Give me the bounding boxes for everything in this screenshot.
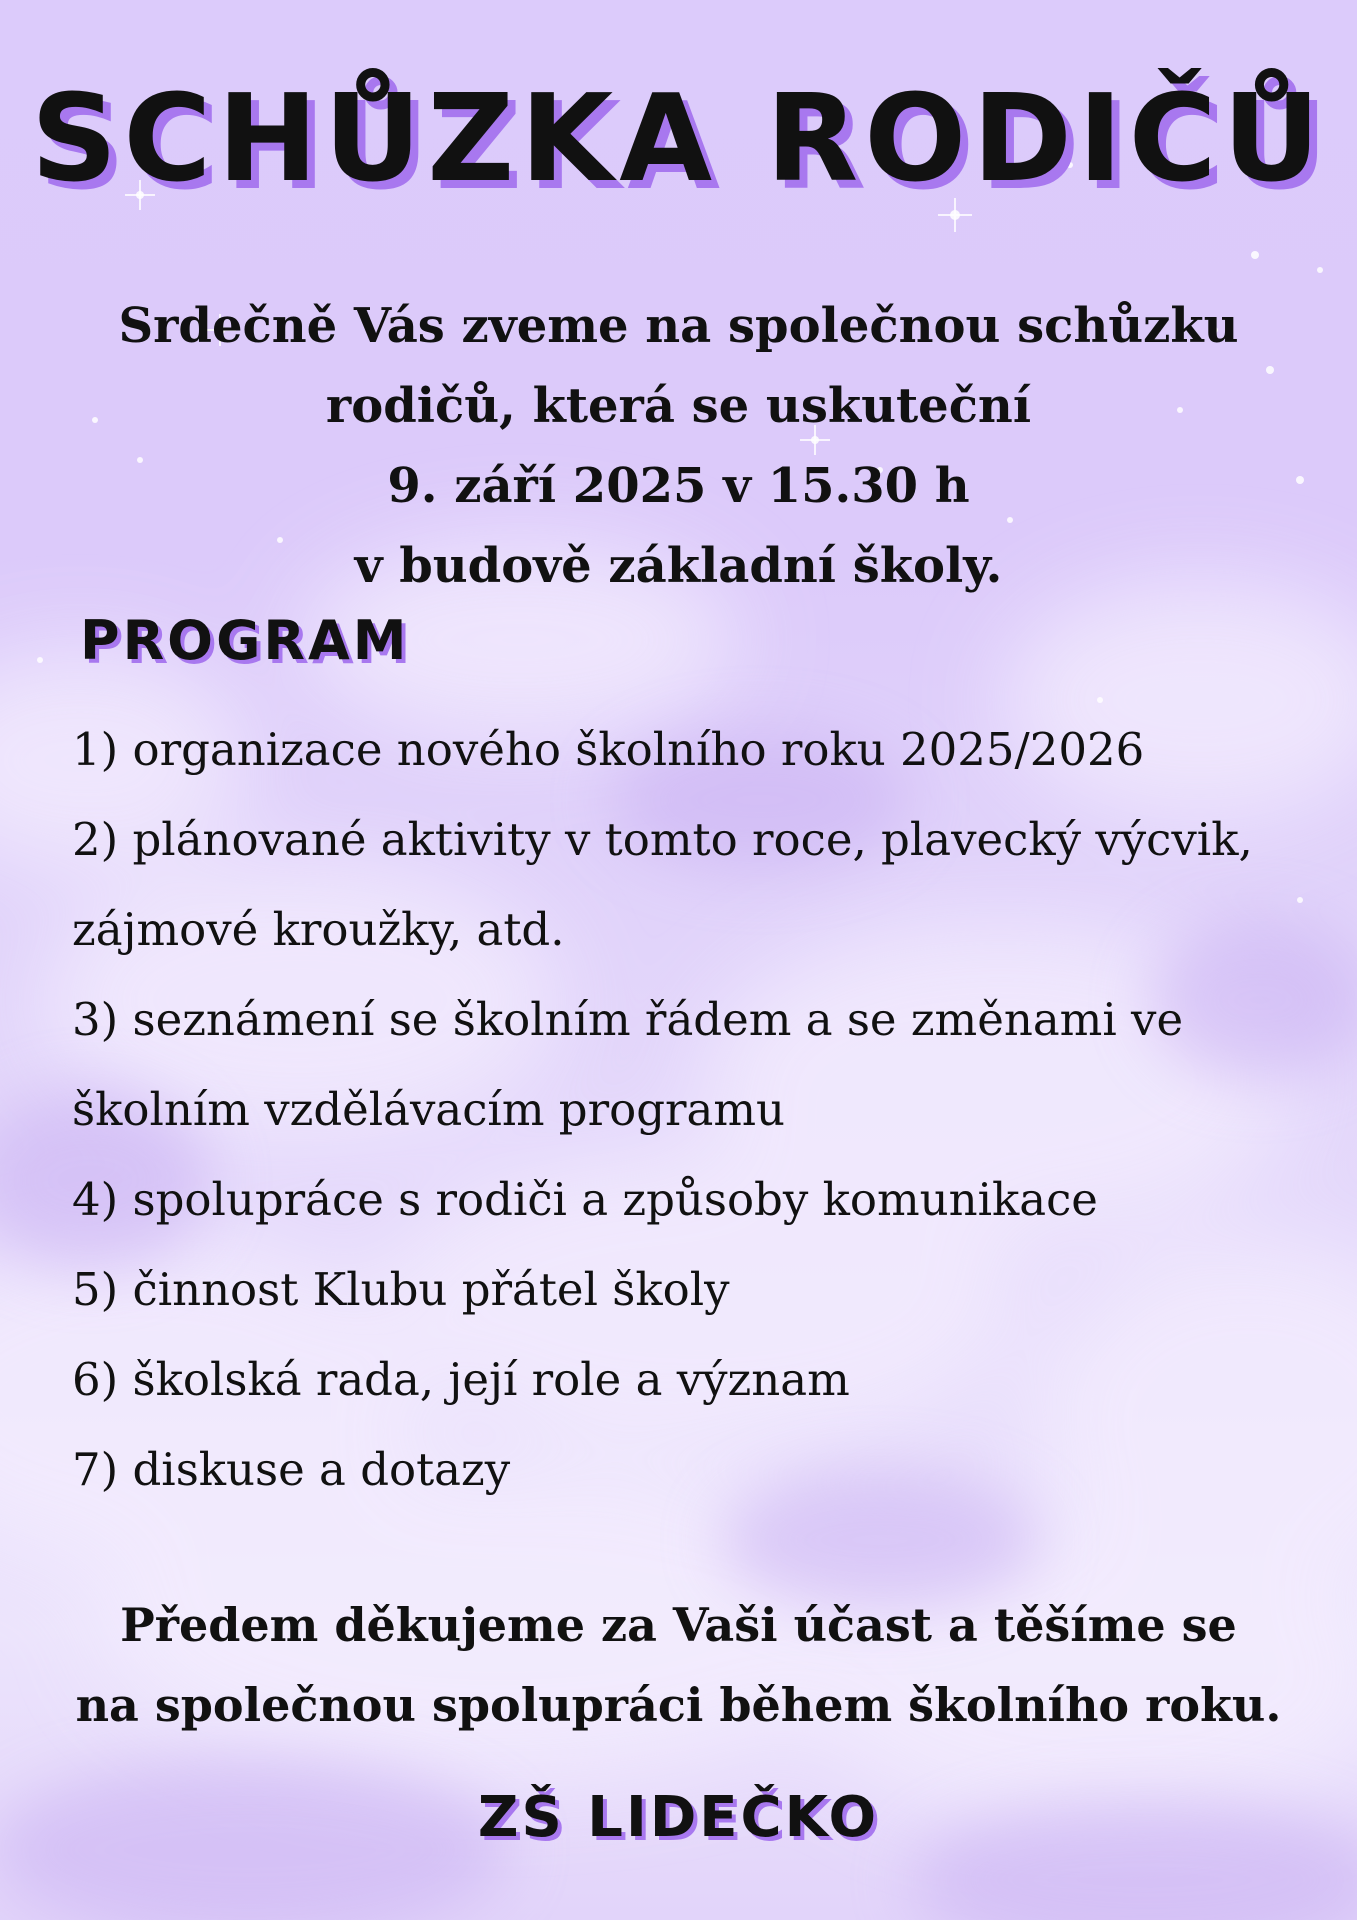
program-item-line: 2) plánované aktivity v tomto roce, plavecký výcvik, bbox=[72, 813, 1253, 866]
invitation-line: rodičů, která se uskuteční bbox=[325, 378, 1032, 434]
program-item bbox=[72, 1245, 1312, 1335]
program-item-line: 1) organizace nového školního roku 2025/2026 bbox=[72, 723, 1145, 776]
program-item-line: 7) diskuse a dotazy bbox=[72, 1443, 511, 1496]
program-item-line: 3) seznámení se školním řádem a se změnami ve bbox=[72, 993, 1184, 1046]
school-signature: ZŠ LIDEČKO bbox=[477, 1785, 880, 1850]
closing-line: na společnou spolupráci během školního roku. bbox=[75, 1678, 1282, 1732]
flyer-title: SCHŮZKA RODIČŮ bbox=[30, 70, 1327, 209]
program-item bbox=[72, 1335, 1312, 1425]
program-item-line: 6) školská rada, její role a význam bbox=[72, 1353, 850, 1406]
program-item bbox=[72, 1425, 1312, 1515]
program-item-line: 5) činnost Klubu přátel školy bbox=[72, 1263, 730, 1316]
program-heading: PROGRAM bbox=[80, 609, 410, 672]
program-item bbox=[72, 975, 1312, 1155]
invitation-date-line: 9. září 2025 v 15.30 h bbox=[387, 458, 970, 514]
invitation-line: Srdečně Vás zveme na společnou schůzku bbox=[118, 298, 1239, 354]
program-item-line: zájmové kroužky, atd. bbox=[72, 903, 565, 956]
closing-text bbox=[40, 1585, 1317, 1745]
invitation-line: v budově základní školy. bbox=[354, 538, 1003, 594]
invitation-text bbox=[60, 286, 1297, 606]
program-list bbox=[72, 705, 1312, 1515]
closing-line: Předem děkujeme za Vaši účast a těšíme se bbox=[120, 1598, 1237, 1652]
program-item bbox=[72, 705, 1312, 795]
program-item bbox=[72, 1155, 1312, 1245]
program-item-line: 4) spolupráce s rodiči a způsoby komunikace bbox=[72, 1173, 1098, 1226]
program-item-line: školním vzdělávacím programu bbox=[72, 1083, 786, 1136]
program-item bbox=[72, 795, 1312, 975]
